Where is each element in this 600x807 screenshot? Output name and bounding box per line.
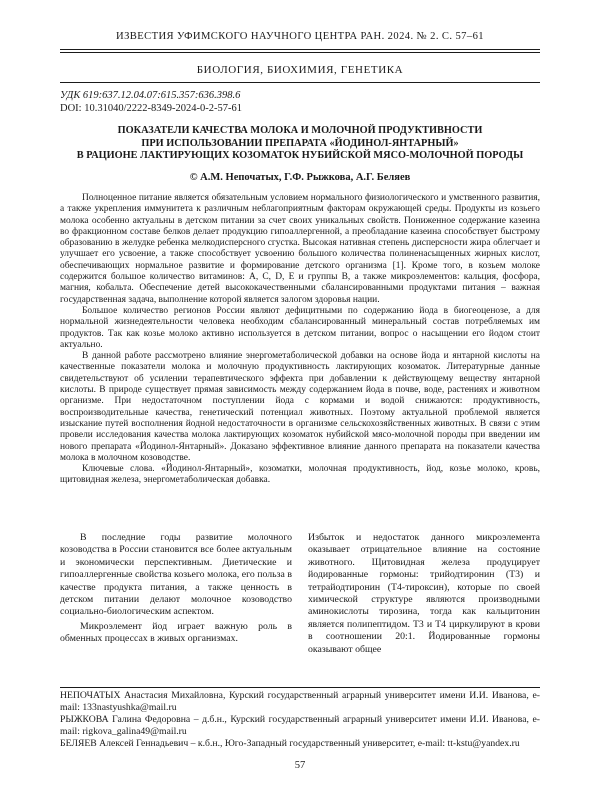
doi: DOI: 10.31040/2222-8349-2024-0-2-57-61 [60,103,242,114]
author-footnote: НЕПОЧАТЫХ Анастасия Михайловна, Курский государственный аграрный университет имени И.И. Иванова, e-mail: 133nastyushka@mail.ru [60,690,540,713]
abstract-paragraph: Большое количество регионов России являют дефицитными по содержанию йода в биогеоценозе, а для нормальной жизнедеятельности человека необходим сбалансированный минеральный состав потребляемых им продуктов. Так как козье молоко активно используется в детском питании, вопрос о насыщении его йодом стоит актуально. [60,305,540,350]
abstract-paragraph: Полноценное питание является обязательным условием нормального физиологического и умственного развития, а также укрепления иммунитета к различным неблагоприятным факторам окружающей среды. Продукты из козьего молока особенно актуальны в детском питании за счет своих уникальных свойств. Пониженное содержание казеина во фракционном составе белков делает продукцию гипоаллергенной, а преобладание казеина способствует быстрому образованию в желудке ребенка мелкодисперсного сгустка. Высокая нативная степень дисперсности жира облегчает и улучшает его усвоение, а также способствует усвоению большого количества полиненасыщенных жирных кислот, обеспечивающих нормальное развитие и формирование детского организма [1]. Кроме того, в козьем молоке содержится большое количество витаминов: А, С, D, Е и группы В, а также микроэлементов: кальция, фосфора, магния, кобальта. Обеспечение детей высококачественными сбалансированными продуктами питания – важная государственная задача, выполнение которой является залогом здоровья нации. [60,193,540,305]
keywords: Ключевые слова. «Йодинол-Янтарный», козоматки, молочная продуктивность, йод, козье молоко, кровь, щитовидная железа, энергометаболическая добавка. [60,464,540,486]
udc-code: УДК 619:637.12.04.07:615.357:636.398.6 [60,90,241,101]
body-paragraph: Микроэлемент йод играет важную роль в обменных процессах в живых организмах. [60,620,292,645]
abstract [60,193,540,487]
author-footnote: РЫЖКОВА Галина Федоровна – д.б.н., Курский государственный аграрный университет имени И.И. Иванова, e-mail: rigkova_galina49@mail.ru [60,714,540,737]
title-line: ПРИ ИСПОЛЬЗОВАНИИ ПРЕПАРАТА «ЙОДИНОЛ-ЯНТАРНЫЙ» [141,137,459,149]
body-column-right [308,532,540,656]
section-rule [60,82,540,83]
title-line: В РАЦИОНЕ ЛАКТИРУЮЩИХ КОЗОМАТОК НУБИЙСКОЙ МЯСО-МОЛОЧНОЙ ПОРОДЫ [76,150,524,162]
author-footnotes [60,690,540,750]
header-rule-top [60,49,540,50]
title-line: ПОКАЗАТЕЛИ КАЧЕСТВА МОЛОКА И МОЛОЧНОЙ ПРОДУКТИВНОСТИ [117,125,483,136]
body-column-left [60,532,292,646]
section-heading: БИОЛОГИЯ, БИОХИМИЯ, ГЕНЕТИКА [196,64,404,76]
author-list: © А.М. Непочатых, Г.Ф. Рыжкова, А.Г. Беляев [189,172,411,183]
journal-running-header: ИЗВЕСТИЯ УФИМСКОГО НАУЧНОГО ЦЕНТРА РАН. 2024. № 2. С. 57–61 [116,31,484,42]
abstract-paragraph: В данной работе рассмотрено влияние энергометаболической добавки на основе йода и янтарной кислоты на качественные показатели молока и молочную продуктивность лактирующих козоматок. Литературные данные свидетельствуют об усилении терапевтического эффекта при добавлении к действующему веществу янтарной кислоты. В природе существует прямая зависимость между содержанием йода в почве, воде, растениях и животном организме. При недостаточном поступлении йода с кормами и водой снижаются: продуктивность, воспроизводительные качества, генетический потенциал животных. Поэтому актуальной проблемой является изыскание путей восполнения йодной недостаточности в организме сельскохозяйственных животных. В связи с этим провели исследования качества молока лактирующих козоматок нубийской мясо-молочной породы при введении им нового препарата «Йодинол-Янтарный». Доказано эффективное влияние данного препарата на показатели качества молока в молочном козоводстве. [60,351,540,463]
header-rule-bottom [60,52,540,53]
author-footnote: БЕЛЯЕВ Алексей Геннадьевич – к.б.н., Юго-Западный государственный университет, e-mail: tt-kstu@yandex.ru [60,738,520,749]
article-title [60,125,540,163]
footnote-rule [60,687,540,688]
page-number: 57 [294,760,306,771]
body-paragraph: В последние годы развитие молочного козоводства в России становится все более актуальным и экономически перспективным. Диетические и гипоаллергенные свойства козьего молока, его польза в качестве продукта питания, а также ценность в детском питании делают молочное козоводство социально-биологическим аспектом. [60,532,292,618]
body-paragraph: Избыток и недостаток данного микроэлемента оказывает отрицательное влияние на состояние животного. Щитовидная железа продуцирует йодированные гормоны: трийодтиронин (Т3) и тетрайодтиронин (Т4-тироксин), которые по своей химической структуре являются производными аминокислоты тирозина, тогда как кальцитонин является полипептидом. Т3 и Т4 циркулируют в крови в соотношении 20:1. Йодированные гормоны оказывают общее [308,532,540,655]
